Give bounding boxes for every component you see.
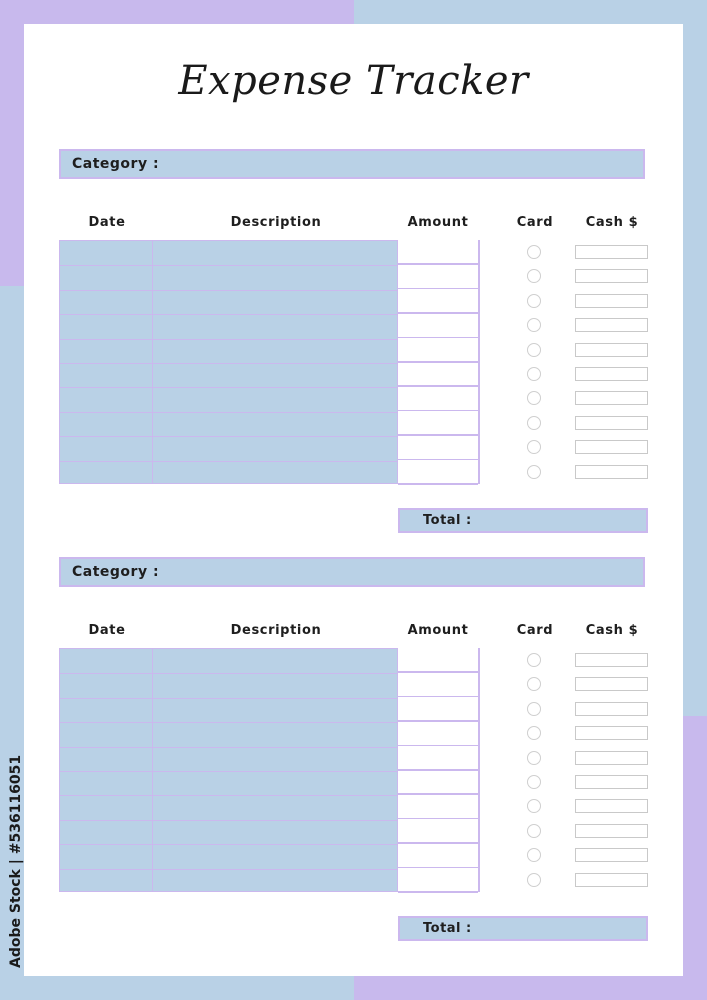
amount-row-line bbox=[398, 263, 478, 265]
cash-input[interactable] bbox=[575, 367, 648, 381]
amount-row-line bbox=[398, 842, 478, 844]
amount-row-line bbox=[398, 385, 478, 387]
category-field[interactable] bbox=[59, 557, 645, 587]
cash-input[interactable] bbox=[575, 873, 648, 887]
date-description-grid bbox=[59, 648, 398, 892]
cash-input[interactable] bbox=[575, 726, 648, 740]
cash-input[interactable] bbox=[575, 848, 648, 862]
amount-row-line bbox=[398, 671, 478, 673]
grid-row-line bbox=[60, 461, 397, 462]
card-checkbox[interactable] bbox=[527, 465, 541, 479]
card-checkbox[interactable] bbox=[527, 702, 541, 716]
category-label: Category : bbox=[72, 564, 160, 580]
card-checkbox[interactable] bbox=[527, 873, 541, 887]
grid-row-line bbox=[60, 387, 397, 388]
card-checkbox[interactable] bbox=[527, 294, 541, 308]
cash-input[interactable] bbox=[575, 343, 648, 357]
cash-input[interactable] bbox=[575, 702, 648, 716]
total-label: Total : bbox=[423, 921, 472, 936]
column-header-cash: Cash $ bbox=[585, 215, 639, 230]
cash-input[interactable] bbox=[575, 416, 648, 430]
amount-row-line bbox=[398, 434, 478, 436]
grid-row-line bbox=[60, 363, 397, 364]
amount-column bbox=[398, 648, 480, 892]
amount-row-line bbox=[398, 696, 478, 698]
amount-row-line bbox=[398, 867, 478, 869]
card-checkbox[interactable] bbox=[527, 367, 541, 381]
grid-column-divider bbox=[152, 649, 153, 891]
grid-row-line bbox=[60, 412, 397, 413]
grid-column-divider bbox=[152, 241, 153, 483]
amount-column-divider bbox=[478, 648, 480, 892]
amount-row-line bbox=[398, 361, 478, 363]
amount-column-divider bbox=[478, 240, 480, 484]
cash-input[interactable] bbox=[575, 318, 648, 332]
column-header-amount: Amount bbox=[407, 215, 469, 230]
column-header-cash: Cash $ bbox=[585, 623, 639, 638]
grid-row-line bbox=[60, 771, 397, 772]
cash-input[interactable] bbox=[575, 775, 648, 789]
category-field[interactable] bbox=[59, 149, 645, 179]
cash-input[interactable] bbox=[575, 799, 648, 813]
amount-row-line bbox=[398, 337, 478, 339]
amount-row-line bbox=[398, 720, 478, 722]
category-label: Category : bbox=[72, 156, 160, 172]
total-field[interactable] bbox=[398, 916, 648, 941]
grid-row-line bbox=[60, 673, 397, 674]
card-checkbox[interactable] bbox=[527, 751, 541, 765]
grid-row-line bbox=[60, 339, 397, 340]
grid-row-line bbox=[60, 844, 397, 845]
card-checkbox[interactable] bbox=[527, 416, 541, 430]
cash-input[interactable] bbox=[575, 269, 648, 283]
column-header-date: Date bbox=[88, 623, 126, 638]
amount-row-line bbox=[398, 312, 478, 314]
column-header-date: Date bbox=[88, 215, 126, 230]
cash-input[interactable] bbox=[575, 245, 648, 259]
card-checkbox[interactable] bbox=[527, 343, 541, 357]
column-header-description: Description bbox=[230, 215, 322, 230]
total-label: Total : bbox=[423, 513, 472, 528]
cash-input[interactable] bbox=[575, 294, 648, 308]
card-checkbox[interactable] bbox=[527, 653, 541, 667]
column-header-card: Card bbox=[516, 215, 554, 230]
amount-row-line bbox=[398, 459, 478, 461]
amount-row-line bbox=[398, 818, 478, 820]
watermark-text: Adobe Stock | #536116051 bbox=[8, 754, 24, 968]
grid-row-line bbox=[60, 436, 397, 437]
column-header-card: Card bbox=[516, 623, 554, 638]
card-checkbox[interactable] bbox=[527, 775, 541, 789]
cash-input[interactable] bbox=[575, 824, 648, 838]
amount-row-line bbox=[398, 410, 478, 412]
amount-row-line bbox=[398, 769, 478, 771]
grid-row-line bbox=[60, 747, 397, 748]
grid-row-line bbox=[60, 820, 397, 821]
stock-watermark bbox=[6, 754, 28, 970]
grid-row-line bbox=[60, 869, 397, 870]
total-field[interactable] bbox=[398, 508, 648, 533]
cash-input[interactable] bbox=[575, 440, 648, 454]
page-title: Expense Tracker bbox=[178, 58, 529, 104]
card-checkbox[interactable] bbox=[527, 824, 541, 838]
card-checkbox[interactable] bbox=[527, 245, 541, 259]
cash-input[interactable] bbox=[575, 465, 648, 479]
grid-row-line bbox=[60, 795, 397, 796]
column-header-amount: Amount bbox=[407, 623, 469, 638]
cash-input[interactable] bbox=[575, 391, 648, 405]
cash-input[interactable] bbox=[575, 751, 648, 765]
grid-row-line bbox=[60, 265, 397, 266]
grid-row-line bbox=[60, 698, 397, 699]
cash-input[interactable] bbox=[575, 653, 648, 667]
cash-input[interactable] bbox=[575, 677, 648, 691]
column-header-description: Description bbox=[230, 623, 322, 638]
amount-column bbox=[398, 240, 480, 484]
grid-row-line bbox=[60, 314, 397, 315]
amount-row-line bbox=[398, 288, 478, 290]
amount-row-line bbox=[398, 793, 478, 795]
date-description-grid bbox=[59, 240, 398, 484]
grid-row-line bbox=[60, 722, 397, 723]
grid-row-line bbox=[60, 290, 397, 291]
amount-row-line bbox=[398, 745, 478, 747]
amount-row-line bbox=[398, 891, 478, 893]
amount-row-line bbox=[398, 483, 478, 485]
